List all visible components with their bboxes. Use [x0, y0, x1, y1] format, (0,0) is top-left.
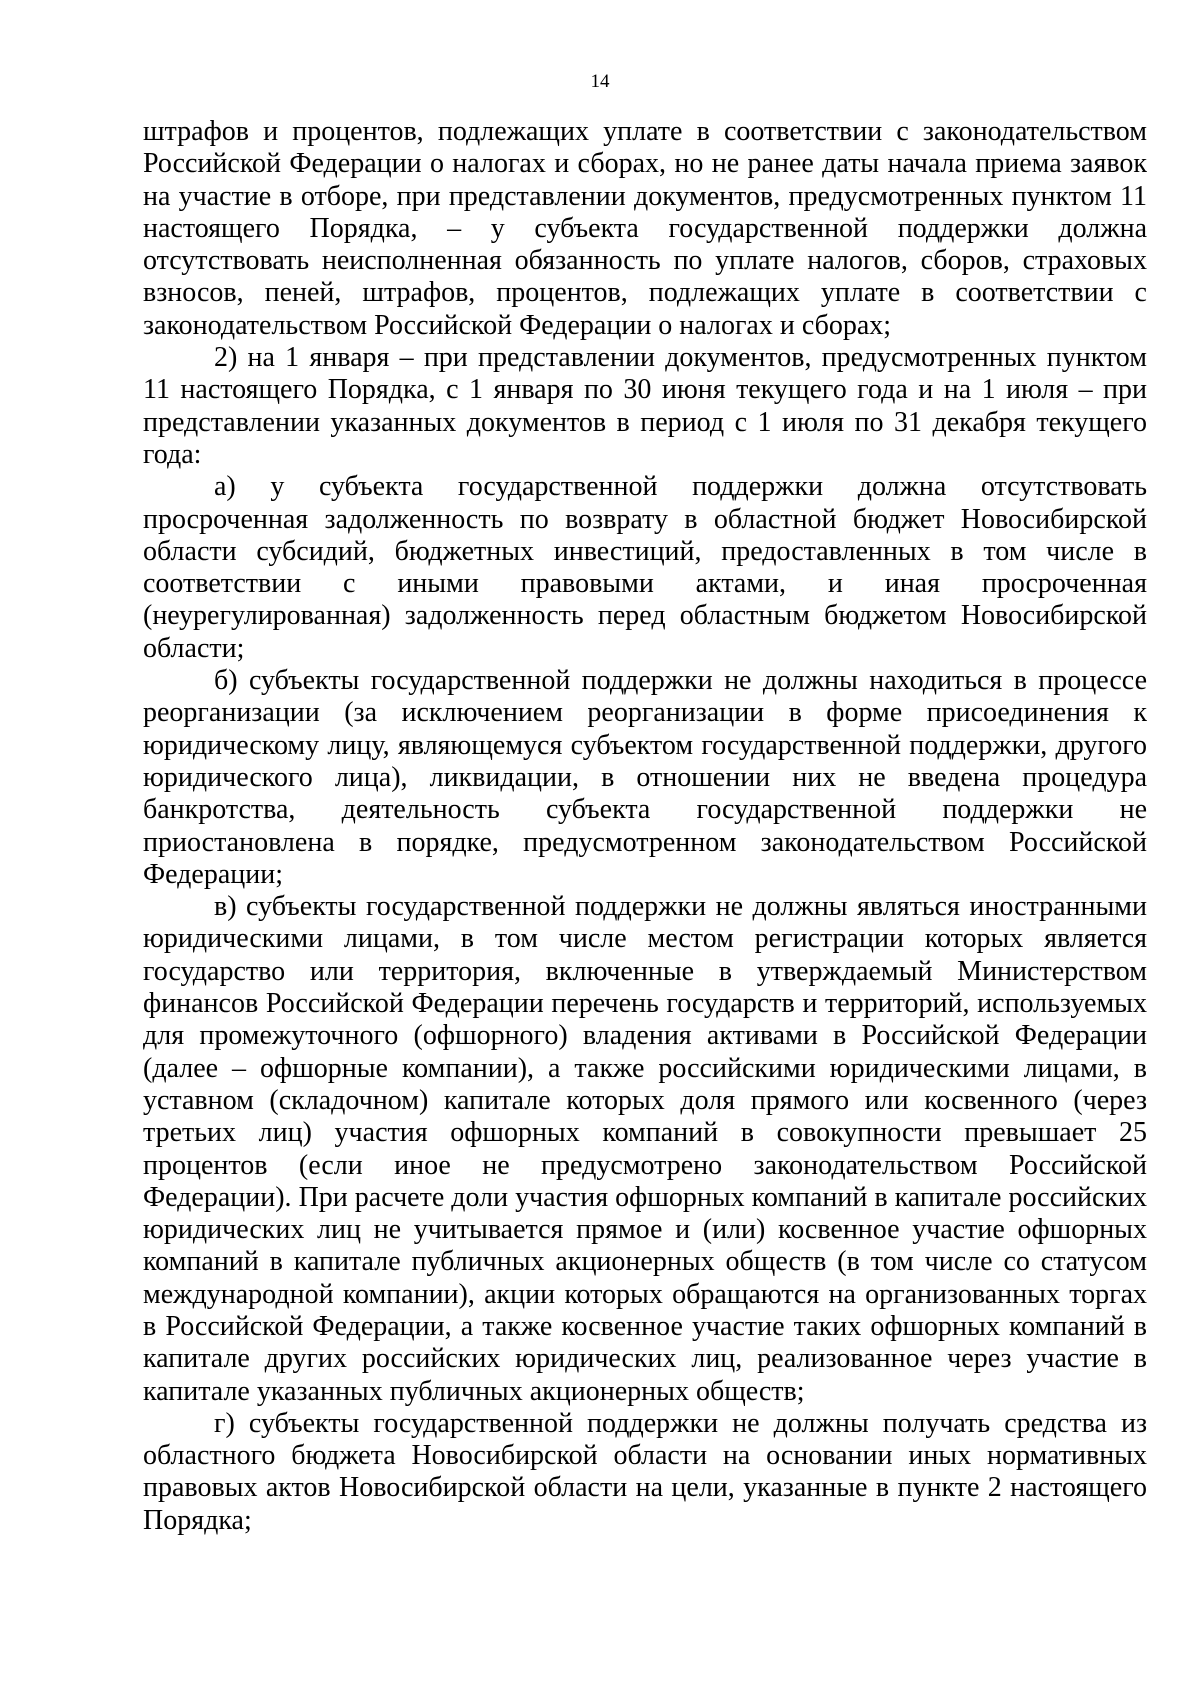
paragraph-continuation: штрафов и процентов, подлежащих уплате в соответствии с законодательством Российской Федерации о налогах и сборах, но не ранее даты начала приема заявок на участие в отборе, при представлении документов, предусмотренных пунктом 11 настоящего Порядка, – у субъекта государственной поддержки должна отсутствовать неисполненная обязанность по уплате налогов, сборов, страховых взносов, пеней, штрафов, процентов, подлежащих уплате в соответствии с законодательством Российской Федерации о налогах и сборах;: [143, 116, 1147, 341]
paragraph-subitem-b: б) субъекты государственной поддержки не должны находиться в процессе реорганизации (за исключением реорганизации в форме присоединения к юридическому лицу, являющемуся субъектом государственной поддержки, другого юридического лица), ликвидации, в отношении них не введена процедура банкротства, деятельность субъекта государственной поддержки не приостановлена в порядке, предусмотренном законодательством Российской Федерации;: [143, 665, 1147, 890]
paragraph-subitem-v: в) субъекты государственной поддержки не должны являться иностранными юридическими лицами, в том числе местом регистрации которых является государство или территория, включенные в утверждаемый Министерством финансов Российской Федерации перечень государств и территорий, используемых для промежуточного (офшорного) владения активами в Российской Федерации (далее – офшорные компании), а также российскими юридическими лицами, в уставном (складочном) капитале которых доля прямого или косвенного (через третьих лиц) участия офшорных компаний в совокупности превышает 25 процентов (если иное не предусмотрено законодательством Российской Федерации). При расчете доли участия офшорных компаний в капитале российских юридических лиц не учитывается прямое и (или) косвенное участие офшорных компаний в капитале публичных акционерных обществ (в том числе со статусом международной компании), акции которых обращаются на организованных торгах в Российской Федерации, а также косвенное участие таких офшорных компаний в капитале других российских юридических лиц, реализованное через участие в капитале указанных публичных акционерных обществ;: [143, 891, 1147, 1407]
paragraph-subitem-a: а) у субъекта государственной поддержки должна отсутствовать просроченная задолженность по возврату в областной бюджет Новосибирской области субсидий, бюджетных инвестиций, предоставленных в том числе в соответствии с иными правовыми актами, и иная просроченная (неурегулированная) задолженность перед областным бюджетом Новосибирской области;: [143, 471, 1147, 664]
paragraph-item-2: 2) на 1 января – при представлении документов, предусмотренных пунктом 11 настоящего Порядка, с 1 января по 30 июня текущего года и на 1 июля – при представлении указанных документов в период с 1 июля по 31 декабря текущего года:: [143, 342, 1147, 470]
document-body: [143, 116, 1147, 1537]
paragraph-subitem-g: г) субъекты государственной поддержки не должны получать средства из областного бюджета Новосибирской области на основании иных нормативных правовых актов Новосибирской области на цели, указанные в пункте 2 настоящего Порядка;: [143, 1407, 1147, 1536]
page-number: 14: [590, 71, 610, 92]
